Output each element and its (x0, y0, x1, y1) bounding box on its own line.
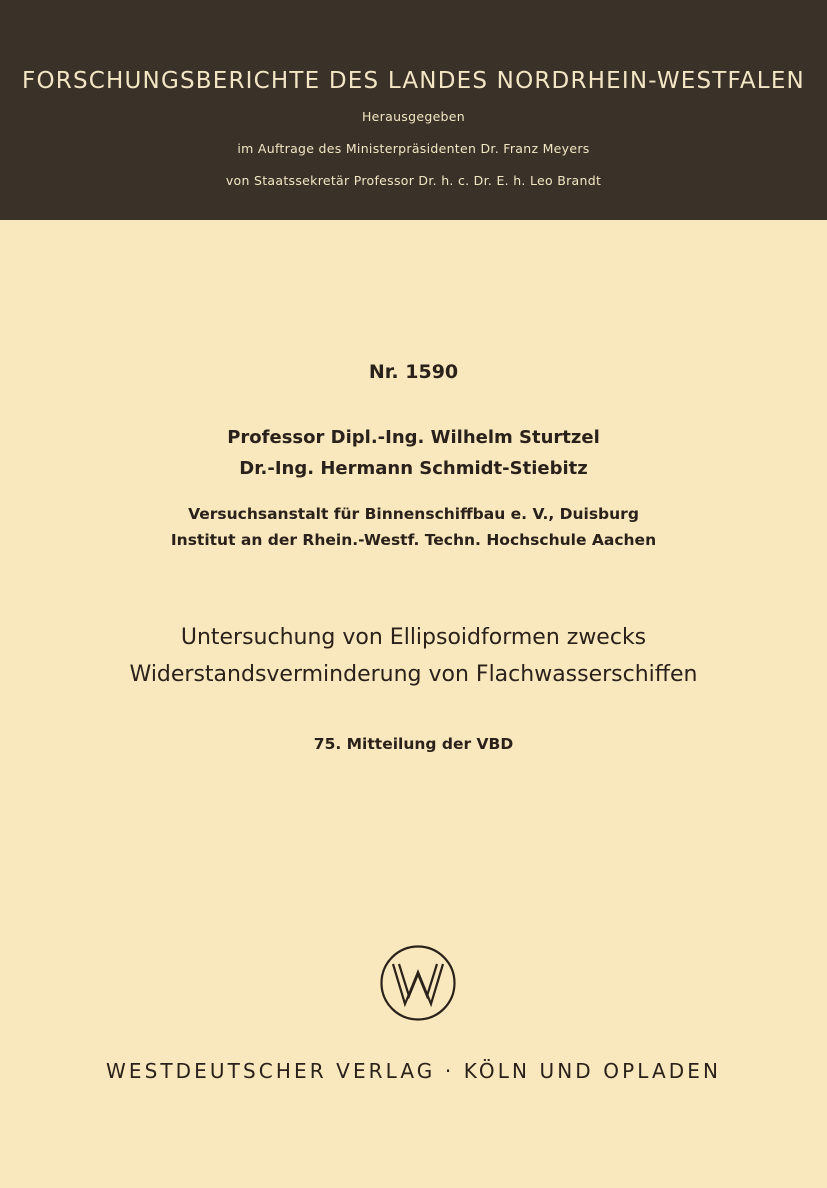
author-name: Dr.-Ing. Hermann Schmidt-Stiebitz (239, 458, 588, 479)
editor-line-herausgegeben: Herausgegeben (361, 109, 466, 124)
publisher-logo-icon (379, 944, 457, 1022)
report-number: Nr. 1590 (368, 361, 459, 383)
author-name: Professor Dipl.-Ing. Wilhelm Sturtzel (227, 427, 600, 448)
header-band (0, 0, 827, 220)
publisher-line: WESTDEUTSCHER VERLAG · KÖLN UND OPLADEN (105, 1059, 722, 1083)
editor-line-ministerpraesident: im Auftrage des Ministerpräsidenten Dr. Franz Meyers (237, 141, 590, 156)
report-title-line: Widerstandsverminderung von Flachwasserschiffen (129, 662, 698, 687)
report-subtitle: 75. Mitteilung der VBD (313, 735, 514, 753)
series-title: FORSCHUNGSBERICHTE DES LANDES NORDRHEIN-WESTFALEN (22, 68, 805, 94)
institution-line: Versuchsanstalt für Binnenschiffbau e. V., Duisburg (188, 505, 639, 523)
report-title-line: Untersuchung von Ellipsoidformen zwecks (180, 625, 647, 650)
editor-line-staatssekretaer: von Staatssekretär Professor Dr. h. c. Dr. E. h. Leo Brandt (225, 173, 602, 188)
institution-line: Institut an der Rhein.-Westf. Techn. Hochschule Aachen (170, 531, 657, 549)
